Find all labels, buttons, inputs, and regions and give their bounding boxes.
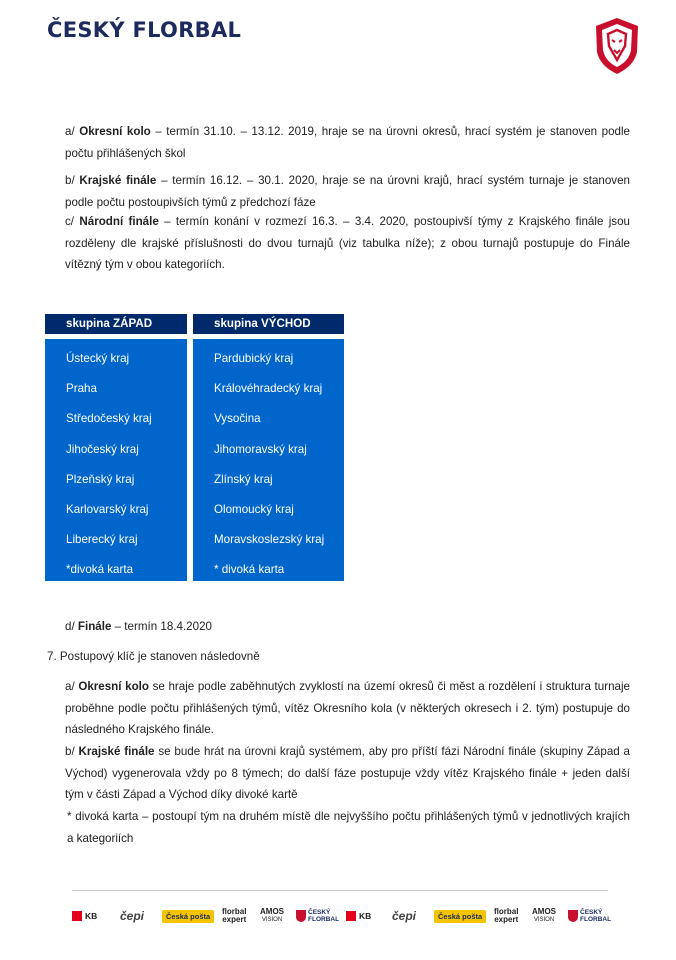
shield-icon	[296, 910, 306, 922]
sponsor-amos	[532, 905, 556, 927]
sponsor-kb	[72, 905, 97, 927]
cf-line2: FLORBAL	[308, 916, 340, 923]
brand-title: ČESKÝ FLORBAL	[47, 18, 242, 42]
kb-square-icon	[72, 911, 82, 921]
sponsor-cesky-florbal	[296, 905, 339, 927]
group-west-list	[45, 339, 187, 581]
group-east-item: Olomoucký kraj	[214, 502, 294, 516]
group-west-table	[45, 314, 187, 581]
sponsor-kb	[346, 905, 371, 927]
cf-line1: ČESKÝ	[580, 909, 603, 916]
marker-d: d/	[65, 620, 75, 633]
paragraph-a	[65, 121, 630, 164]
sponsor-cesky-florbal	[568, 905, 611, 927]
marker-c: c/	[65, 215, 75, 228]
sponsor-posta-label: Česká pošta	[434, 910, 486, 923]
marker-b: b/	[65, 174, 75, 187]
group-east-item: Pardubický kraj	[214, 352, 294, 365]
group-east-table	[193, 314, 344, 581]
marker-7a: a/	[65, 680, 75, 693]
florbal-expert-line2: expert	[222, 915, 247, 924]
sponsor-posta	[162, 905, 214, 927]
marker-a: a/	[65, 125, 75, 138]
group-east-list	[193, 339, 344, 581]
group-east-item: Královéhradecký kraj	[214, 382, 323, 396]
group-east-item: Zlínský kraj	[214, 472, 273, 486]
amos-line1: AMOS	[260, 907, 284, 916]
sponsor-posta-label: Česká pošta	[162, 910, 214, 923]
paragraph-c	[65, 211, 630, 276]
amos-line2: VISION	[533, 917, 555, 923]
group-west-item: Liberecký kraj	[66, 533, 138, 547]
group-west-item: *divoká karta	[66, 563, 134, 577]
sponsor-posta	[434, 905, 486, 927]
group-east-item: Vysočina	[214, 412, 261, 426]
term-krajske-finale-7b: Krajské finále	[78, 745, 155, 758]
group-west-item: Jihočeský kraj	[66, 442, 139, 456]
sponsor-amos	[260, 905, 284, 927]
term-finale: Finále	[77, 620, 112, 633]
group-west-item: Praha	[66, 382, 97, 396]
amos-line1: AMOS	[532, 907, 556, 916]
shield-icon	[568, 910, 578, 922]
amos-line2: VISION	[261, 917, 283, 923]
cf-line2: FLORBAL	[580, 916, 612, 923]
term-krajske-finale: Krajské finále	[79, 174, 157, 187]
kb-square-icon	[346, 911, 356, 921]
text-7a: se hraje podle zaběhnutých zvyklostí na území okresů či měst a rozdělení i struktura turnaje proběhne podle počtu přihlášených týmů, vítěz Okresního kola (v některých okresech i 2. tým) postupuje do následného Krajského finále.	[65, 680, 630, 736]
sponsor-florbal-expert	[222, 905, 246, 927]
group-west-title: skupina ZÁPAD	[45, 314, 187, 334]
group-west-item: Plzeňský kraj	[66, 472, 135, 486]
marker-7b: b/	[65, 745, 75, 758]
sponsor-bar	[72, 905, 612, 927]
sponsor-kb-label: KB	[359, 911, 372, 921]
sponsor-florbal-expert	[494, 905, 518, 927]
sponsor-cepi: čepi	[120, 909, 145, 923]
text-a: – termín 31.10. – 13.12. 2019, hraje se na úrovni okresů, hrací systém je stanoven podle počtu přihlášených škol	[65, 125, 630, 160]
sponsor-cepi: čepi	[392, 909, 417, 923]
sponsor-kb-label: KB	[85, 911, 98, 921]
section-7-paragraph-b	[65, 741, 630, 806]
wildcard-note: * divoká karta – postoupí tým na druhém místě dle nejvyššího počtu přihlášených týmů v jednotlivých krajích a kategoriích	[67, 810, 630, 845]
term-okresni-kolo-7a: Okresní kolo	[78, 680, 149, 693]
text-d: – termín 18.4.2020	[111, 620, 212, 633]
footer-divider	[72, 890, 608, 891]
florbal-expert-line2: expert	[494, 915, 519, 924]
section-7-paragraph-a	[65, 676, 630, 741]
section-7-heading: 7. Postupový klíč je stanoven následovně	[47, 650, 260, 663]
group-east-title: skupina VÝCHOD	[193, 314, 344, 334]
group-east-item: Moravskoslezský kraj	[214, 533, 325, 547]
lion-logo-icon	[592, 16, 642, 76]
group-east-item: Jihomoravský kraj	[214, 442, 307, 456]
paragraph-d	[65, 616, 465, 638]
term-okresni-kolo: Okresní kolo	[79, 125, 151, 138]
text-b: – termín 16.12. – 30.1. 2020, hraje se na úrovni krajů, hrací systém turnaje je stanoven podle počtu postoupivších týmů z předchozí fáze	[65, 174, 630, 209]
term-narodni-finale: Národní finále	[79, 215, 159, 228]
group-east-item: * divoká karta	[214, 563, 285, 577]
cf-line1: ČESKÝ	[308, 909, 331, 916]
florbal-expert-line1: florbal	[222, 907, 247, 916]
group-west-item: Karlovarský kraj	[66, 502, 149, 516]
florbal-expert-line1: florbal	[494, 907, 519, 916]
paragraph-b	[65, 170, 630, 213]
text-c: – termín konání v rozmezí 16.3. – 3.4. 2020, postoupivší týmy z Krajského finále jsou rozděleny dle krajské příslušnosti do dvou turnajů (viz tabulka níže); z obou turnajů postupuje do Finále vítězný tým v obou kategoriích.	[65, 215, 630, 271]
group-west-item: Středočeský kraj	[66, 412, 152, 426]
group-west-item: Ústecký kraj	[66, 352, 130, 365]
text-7b: se bude hrát na úrovni krajů systémem, aby pro příští fázi Národní finále (skupiny Západ a Východ) vygenerovala vždy po 8 týmech; do další fáze postupuje vždy vítěz Krajského finále + jeden další tým v části Západ a Východ díky divoké kartě	[65, 745, 630, 801]
